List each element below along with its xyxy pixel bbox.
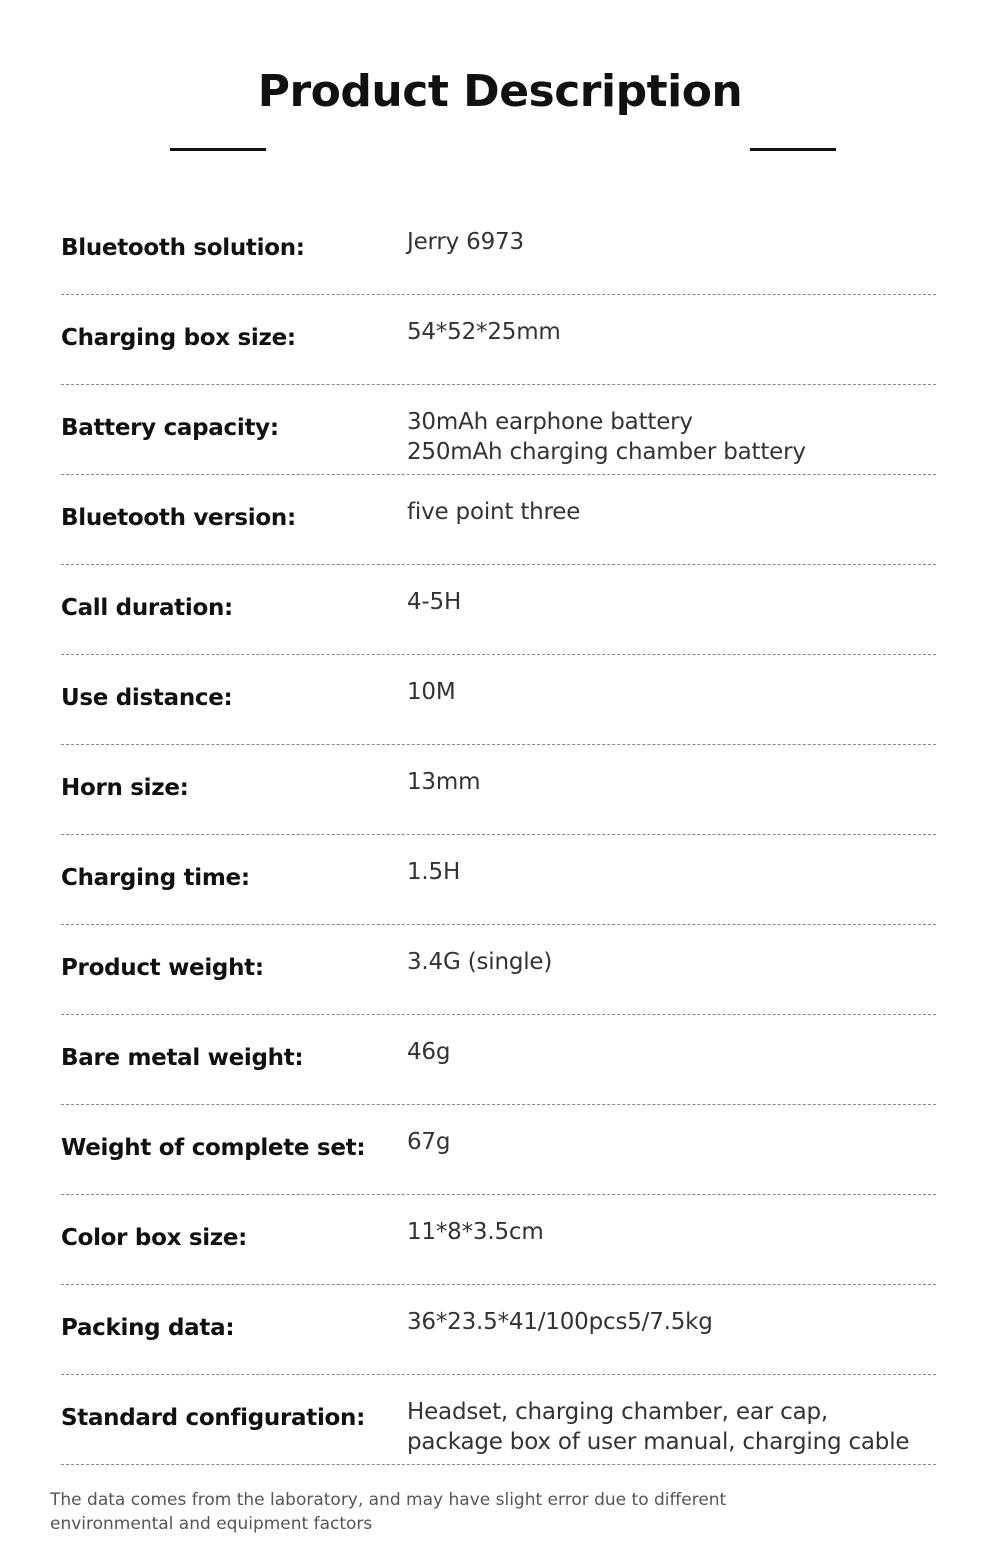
- spec-value: [407, 677, 456, 707]
- spec-value-line: 1.5H: [407, 859, 461, 885]
- spec-value: [407, 407, 806, 467]
- spec-value-line: 36*23.5*41/100pcs5/7.5kg: [407, 1309, 713, 1335]
- spec-value: [407, 947, 552, 977]
- spec-row: [61, 655, 936, 745]
- spec-value: [407, 1397, 909, 1457]
- spec-label: Packing data:: [61, 1315, 235, 1341]
- spec-value-line: 3.4G (single): [407, 949, 553, 975]
- spec-label: Call duration:: [61, 595, 233, 621]
- spec-row: [61, 1375, 936, 1465]
- spec-value: [407, 1127, 450, 1157]
- spec-value: [407, 587, 461, 617]
- footnote-line: The data comes from the laboratory, and may have slight error due to different: [50, 1490, 727, 1510]
- spec-value-line: 54*52*25mm: [407, 319, 561, 345]
- spec-value-line: Headset, charging chamber, ear cap,: [407, 1399, 828, 1425]
- footnote: [50, 1488, 750, 1536]
- spec-row: [61, 745, 936, 835]
- spec-label: Battery capacity:: [61, 415, 279, 441]
- spec-row: [61, 925, 936, 1015]
- spec-label: Charging time:: [61, 865, 250, 891]
- spec-label: Charging box size:: [61, 325, 296, 351]
- spec-value-line: 67g: [407, 1129, 451, 1155]
- spec-label: Color box size:: [61, 1225, 248, 1251]
- spec-row: [61, 295, 936, 385]
- spec-value-line: five point three: [407, 499, 581, 525]
- page-title: Product Description: [257, 66, 743, 117]
- spec-table: [61, 205, 936, 1465]
- spec-value-line: 4-5H: [407, 589, 462, 615]
- spec-value-line: 13mm: [407, 769, 481, 795]
- spec-row: [61, 1195, 936, 1285]
- spec-label: Weight of complete set:: [61, 1135, 366, 1161]
- footnote-line: environmental and equipment factors: [50, 1514, 373, 1534]
- spec-label: Bluetooth version:: [61, 505, 296, 531]
- spec-value-line: 250mAh charging chamber battery: [407, 439, 806, 465]
- spec-value: [407, 767, 480, 797]
- spec-value-line: 11*8*3.5cm: [407, 1219, 544, 1245]
- title-rule-right: [750, 148, 836, 151]
- title-rule-left: [170, 148, 266, 151]
- spec-value: [407, 857, 460, 887]
- spec-label: Standard configuration:: [61, 1405, 366, 1431]
- spec-value-line: 30mAh earphone battery: [407, 409, 693, 435]
- spec-value-line: 10M: [407, 679, 456, 705]
- spec-row: [61, 475, 936, 565]
- spec-value-line: package box of user manual, charging cable: [407, 1429, 910, 1455]
- spec-row: [61, 835, 936, 925]
- spec-value-line: 46g: [407, 1039, 451, 1065]
- spec-row: [61, 565, 936, 655]
- spec-label: Product weight:: [61, 955, 264, 981]
- spec-label: Bare metal weight:: [61, 1045, 304, 1071]
- header: [0, 62, 1000, 122]
- spec-row: [61, 1285, 936, 1375]
- spec-value: [407, 1307, 713, 1337]
- spec-row: [61, 205, 936, 295]
- spec-row: [61, 385, 936, 475]
- spec-label: Use distance:: [61, 685, 233, 711]
- spec-value: [407, 1037, 450, 1067]
- spec-value: [407, 227, 524, 257]
- spec-label: Horn size:: [61, 775, 189, 801]
- spec-label: Bluetooth solution:: [61, 235, 305, 261]
- spec-value: [407, 317, 561, 347]
- spec-row: [61, 1105, 936, 1195]
- spec-value: [407, 497, 580, 527]
- spec-value-line: Jerry 6973: [407, 229, 524, 255]
- spec-row: [61, 1015, 936, 1105]
- spec-value: [407, 1217, 544, 1247]
